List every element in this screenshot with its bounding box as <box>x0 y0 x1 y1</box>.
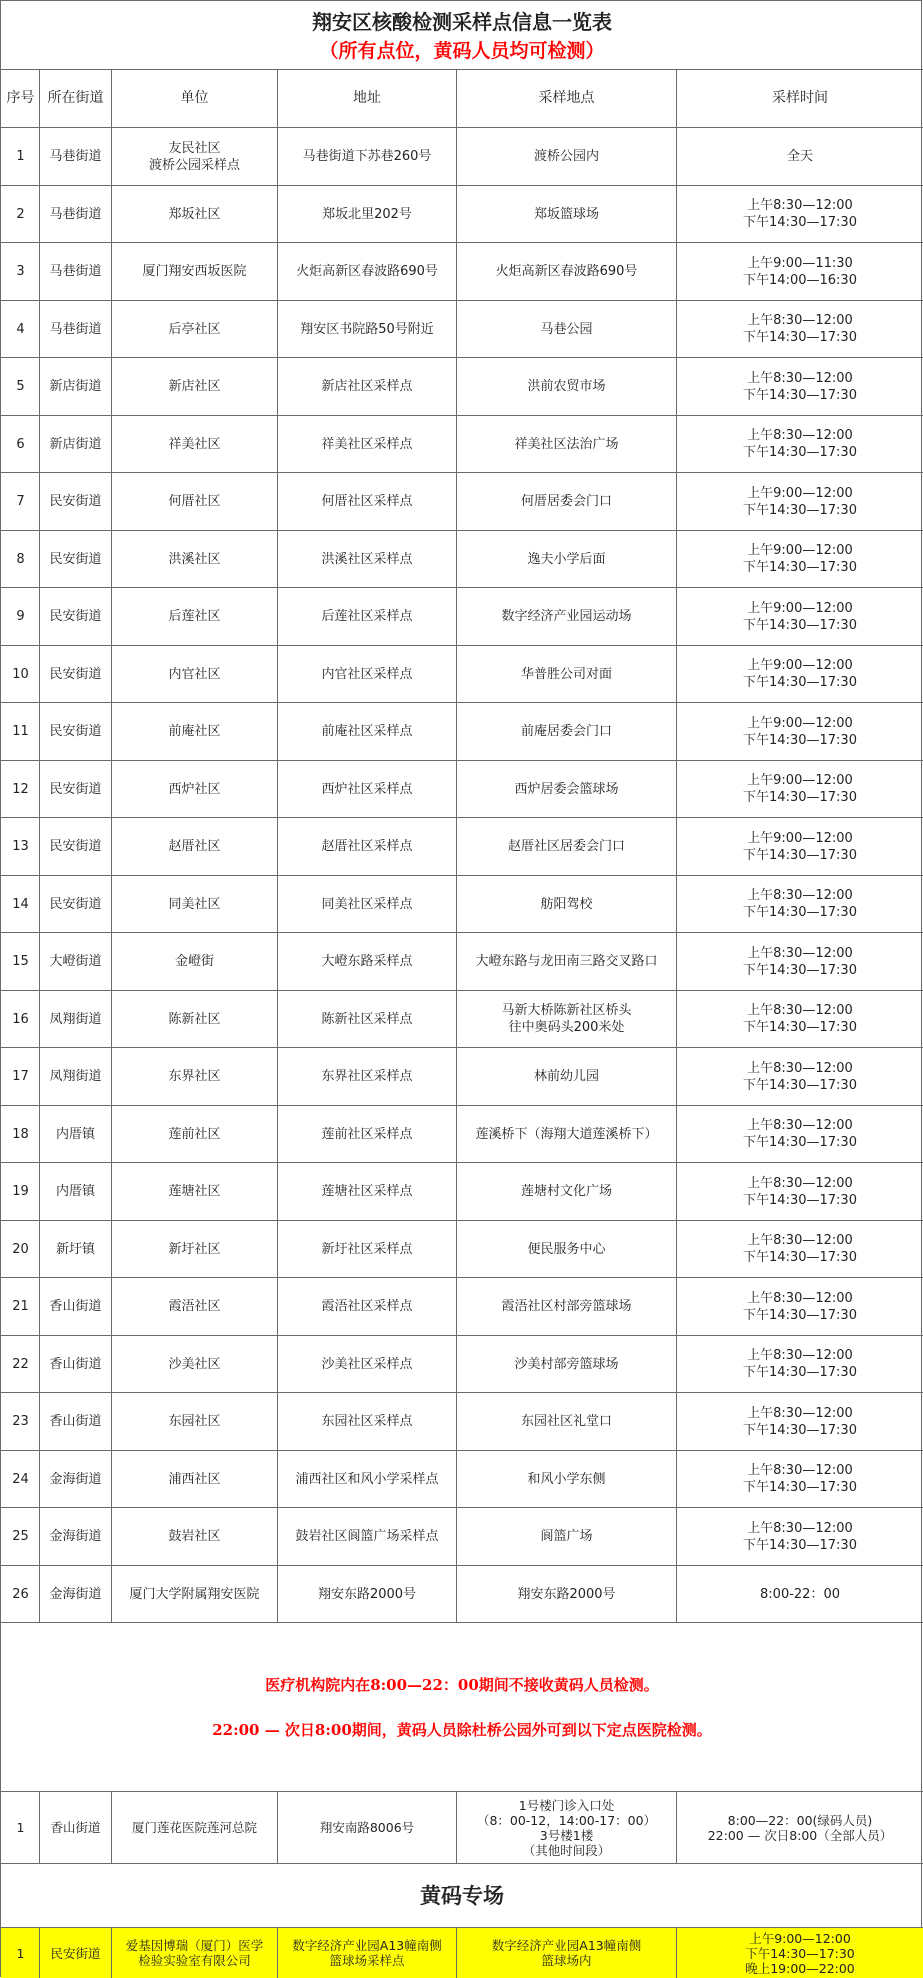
cell-site: 火炬高新区春波路690号 <box>495 264 638 279</box>
cell-street: 凤翔街道 <box>49 1011 102 1027</box>
cell-address: 霞浯社区采样点 <box>321 1299 413 1314</box>
cell-street: 民安街道 <box>49 839 102 854</box>
cell-hours: 上午8:30—12:00 下午14:30—17:30 <box>743 888 857 920</box>
cell-address: 陈新社区采样点 <box>321 1011 413 1027</box>
cell-address: 东界社区采样点 <box>321 1069 413 1084</box>
cell-index: 24 <box>12 1471 29 1487</box>
cell-address: 火炬高新区春波路690号 <box>296 264 438 279</box>
cell-index: 5 <box>16 379 25 394</box>
cell-address: 后莲社区采样点 <box>321 609 413 624</box>
cell-unit: 新店社区 <box>168 379 221 394</box>
cell-unit: 后亭社区 <box>168 321 221 337</box>
cell-address: 洪溪社区采样点 <box>321 551 413 567</box>
cell-hours: 上午8:30—12:00 下午14:30—17:30 <box>743 1003 857 1035</box>
cell-unit: 东界社区 <box>168 1069 221 1084</box>
cell-site: 大嶝东路与龙田南三路交叉路口 <box>475 954 658 969</box>
cell-index: 23 <box>12 1414 29 1429</box>
cell-street: 内厝镇 <box>55 1126 95 1142</box>
cell-site: 何厝居委会门口 <box>520 494 612 509</box>
cell-hours: 上午8:30—12:00 下午14:30—17:30 <box>743 1118 857 1150</box>
cell-site: 数字经济产业园运动场 <box>501 609 632 624</box>
special-cell-hours: 上午9:00—12:00 下午14:30—17:30 晚上19:00—22:00 <box>745 1930 855 1976</box>
cell-site: 阆篮广场 <box>540 1529 593 1544</box>
cell-unit: 洪溪社区 <box>168 551 221 567</box>
cell-index: 21 <box>12 1299 29 1314</box>
column-divider <box>676 1927 677 1978</box>
cell-index: 20 <box>12 1241 29 1257</box>
cell-index: 22 <box>12 1356 29 1372</box>
cell-site: 逸夫小学后面 <box>527 551 606 567</box>
cell-address: 同美社区采样点 <box>321 896 413 912</box>
cell-address: 内官社区采样点 <box>321 666 413 682</box>
cell-unit: 新圩社区 <box>168 1241 221 1257</box>
special-cell-site: 数字经济产业园A13幢南侧 篮球场内 <box>491 1938 642 1968</box>
hospital-cell-hours: 8:00—22：00(绿码人员) 22:00 — 次日8:00（全部人员） <box>707 1812 893 1843</box>
cell-hours: 上午9:00—12:00 下午14:30—17:30 <box>743 543 857 575</box>
cell-unit: 祥美社区 <box>168 436 221 452</box>
cell-hours: 上午8:30—12:00 下午14:30—17:30 <box>743 198 857 230</box>
cell-unit: 后莲社区 <box>168 609 221 624</box>
cell-address: 新圩社区采样点 <box>321 1241 413 1257</box>
cell-address: 郑坂北里202号 <box>322 206 412 222</box>
column-header-hours: 采样时间 <box>772 90 828 106</box>
cell-site: 莲塘村文化广场 <box>520 1184 612 1199</box>
cell-hours: 上午8:30—12:00 下午14:30—17:30 <box>743 1233 857 1265</box>
cell-address: 翔安东路2000号 <box>317 1586 417 1602</box>
cell-hours: 上午8:30—12:00 下午14:30—17:30 <box>743 945 857 978</box>
column-divider <box>676 69 677 1622</box>
cell-address: 翔安区书院路50号附近 <box>300 321 434 337</box>
cell-unit: 金嶝街 <box>174 954 214 969</box>
cell-unit: 霞浯社区 <box>168 1299 221 1314</box>
cell-hours: 上午8:30—12:00 下午14:30—17:30 <box>743 1060 857 1093</box>
cell-unit: 陈新社区 <box>168 1011 221 1027</box>
cell-address: 新店社区采样点 <box>321 379 413 394</box>
column-header-index: 序号 <box>6 90 35 106</box>
cell-unit: 浦西社区 <box>168 1471 221 1487</box>
cell-street: 凤翔街道 <box>49 1069 102 1084</box>
cell-street: 金海街道 <box>49 1529 102 1544</box>
cell-site: 洪前农贸市场 <box>527 379 606 394</box>
column-divider <box>456 1791 457 1863</box>
cell-address: 赵厝社区采样点 <box>321 839 413 854</box>
cell-unit: 厦门翔安西坂医院 <box>142 264 247 279</box>
cell-address: 何厝社区采样点 <box>321 494 413 509</box>
column-header-street: 所在街道 <box>47 90 104 106</box>
cell-site: 西炉居委会篮球场 <box>514 781 619 797</box>
cell-unit: 友民社区 渡桥公园采样点 <box>148 140 240 173</box>
cell-unit: 郑坂社区 <box>168 206 221 222</box>
cell-unit: 沙美社区 <box>168 1356 221 1372</box>
cell-unit: 何厝社区 <box>168 494 221 509</box>
cell-street: 内厝镇 <box>55 1184 95 1199</box>
cell-index: 9 <box>16 609 25 624</box>
hospital-cell-address: 翔安南路8006号 <box>319 1820 415 1835</box>
cell-site: 华普胜公司对面 <box>520 666 612 682</box>
cell-index: 13 <box>12 839 29 854</box>
cell-index: 1 <box>16 149 25 164</box>
column-header-unit: 单位 <box>180 90 209 106</box>
cell-hours: 上午9:00—11:30 下午14:00—16:30 <box>743 255 857 288</box>
column-divider <box>456 1927 457 1978</box>
cell-street: 民安街道 <box>49 896 102 912</box>
cell-street: 新店街道 <box>49 379 102 394</box>
cell-index: 11 <box>12 724 29 739</box>
cell-address: 马巷街道下苏巷260号 <box>302 149 432 164</box>
cell-address: 沙美社区采样点 <box>321 1356 413 1372</box>
cell-index: 14 <box>12 896 29 912</box>
cell-hours: 上午8:30—12:00 下午14:30—17:30 <box>743 1175 857 1208</box>
hospital-cell-street: 香山街道 <box>50 1820 101 1835</box>
cell-unit: 莲前社区 <box>168 1126 221 1142</box>
cell-street: 民安街道 <box>49 609 102 624</box>
cell-site: 和风小学东侧 <box>527 1471 606 1487</box>
cell-index: 3 <box>16 264 25 279</box>
cell-address: 前庵社区采样点 <box>321 724 413 739</box>
cell-address: 浦西社区和风小学采样点 <box>295 1471 439 1487</box>
cell-site: 舫阳驾校 <box>540 896 593 912</box>
cell-unit: 前庵社区 <box>168 724 221 739</box>
cell-unit: 东园社区 <box>168 1414 221 1429</box>
cell-hours: 上午8:30—12:00 下午14:30—17:30 <box>743 428 857 460</box>
cell-site: 赵厝社区居委会门口 <box>507 839 625 854</box>
cell-address: 大嶝东路采样点 <box>321 954 413 969</box>
cell-index: 19 <box>12 1184 29 1199</box>
column-divider <box>39 1927 40 1978</box>
cell-street: 民安街道 <box>49 724 102 739</box>
column-divider <box>277 69 278 1622</box>
yellow-code-section-title: 黄码专场 <box>420 1883 504 1908</box>
cell-index: 10 <box>12 666 29 682</box>
cell-street: 新圩镇 <box>55 1241 95 1257</box>
cell-index: 12 <box>12 781 29 797</box>
cell-unit: 西炉社区 <box>168 781 221 797</box>
cell-unit: 赵厝社区 <box>168 839 221 854</box>
cell-hours: 上午8:30—12:00 下午14:30—17:30 <box>743 1405 857 1438</box>
special-cell-unit: 爱基因博瑞（厦门）医学 检验实验室有限公司 <box>125 1938 264 1968</box>
cell-hours: 上午9:00—12:00 下午14:30—17:30 <box>743 773 857 805</box>
cell-street: 马巷街道 <box>49 321 102 337</box>
cell-index: 16 <box>12 1011 29 1027</box>
cell-hours: 上午9:00—12:00 下午14:30—17:30 <box>743 658 857 690</box>
column-divider <box>111 1927 112 1978</box>
row-border <box>1 1622 923 1623</box>
cell-address: 莲前社区采样点 <box>321 1126 413 1142</box>
cell-index: 6 <box>16 436 25 452</box>
cell-unit: 同美社区 <box>168 896 221 912</box>
column-divider <box>39 1791 40 1863</box>
cell-address: 莲塘社区采样点 <box>321 1184 413 1199</box>
cell-address: 东园社区采样点 <box>321 1414 413 1429</box>
cell-unit: 厦门大学附属翔安医院 <box>129 1586 260 1602</box>
hospital-cell-unit: 厦门莲花医院莲河总院 <box>131 1820 257 1835</box>
cell-address: 祥美社区采样点 <box>321 436 413 452</box>
cell-site: 便民服务中心 <box>527 1241 606 1257</box>
cell-street: 民安街道 <box>49 551 102 567</box>
cell-index: 26 <box>12 1586 29 1602</box>
column-header-site: 采样地点 <box>538 90 595 106</box>
cell-street: 民安街道 <box>49 666 102 682</box>
cell-hours: 8:00-22：00 <box>760 1586 840 1602</box>
cell-hours: 全天 <box>786 149 813 164</box>
hospital-row-bottom-border <box>1 1863 923 1864</box>
column-divider <box>277 1927 278 1978</box>
cell-street: 香山街道 <box>49 1356 102 1372</box>
cell-index: 4 <box>16 321 25 337</box>
cell-street: 新店街道 <box>49 436 102 452</box>
cell-unit: 莲塘社区 <box>168 1184 221 1199</box>
cell-address: 西炉社区采样点 <box>321 781 413 797</box>
cell-site: 东园社区礼堂口 <box>520 1414 612 1429</box>
cell-unit: 鼓岩社区 <box>168 1529 221 1544</box>
special-cell-index: 1 <box>16 1945 25 1961</box>
cell-street: 民安街道 <box>49 494 102 509</box>
notice-line-2: 22:00 — 次日8:00期间，黄码人员除杜桥公园外可到以下定点医院检测。 <box>212 1721 712 1739</box>
cell-hours: 上午8:30—12:00 下午14:30—17:30 <box>743 1463 857 1495</box>
cell-index: 8 <box>16 551 25 567</box>
cell-hours: 上午8:30—12:00 下午14:30—17:30 <box>743 1290 857 1323</box>
cell-street: 金海街道 <box>49 1471 102 1487</box>
cell-hours: 上午9:00—12:00 下午14:30—17:30 <box>743 715 857 748</box>
cell-hours: 上午8:30—12:00 下午14:30—17:30 <box>743 313 857 345</box>
cell-hours: 上午9:00—12:00 下午14:30—17:30 <box>743 830 857 863</box>
table-subtitle: （所有点位，黄码人员均可检测） <box>319 40 605 62</box>
table-title: 翔安区核酸检测采样点信息一览表 <box>312 10 612 34</box>
column-divider <box>111 1791 112 1863</box>
cell-street: 马巷街道 <box>49 149 102 164</box>
column-header-address: 地址 <box>353 90 381 106</box>
cell-hours: 上午8:30—12:00 下午14:30—17:30 <box>743 1520 857 1553</box>
cell-street: 香山街道 <box>49 1299 102 1314</box>
special-cell-address: 数字经济产业园A13幢南侧 篮球场采样点 <box>292 1938 442 1968</box>
cell-site: 祥美社区法治广场 <box>514 436 619 452</box>
cell-index: 17 <box>12 1069 29 1084</box>
cell-street: 金海街道 <box>49 1586 102 1602</box>
cell-hours: 上午8:30—12:00 下午14:30—17:30 <box>743 370 857 403</box>
column-divider <box>111 69 112 1622</box>
column-divider <box>277 1791 278 1863</box>
cell-site: 翔安东路2000号 <box>517 1586 616 1602</box>
column-divider <box>676 1791 677 1863</box>
cell-street: 马巷街道 <box>49 206 102 222</box>
cell-street: 马巷街道 <box>49 264 102 279</box>
cell-address: 鼓岩社区阆篮广场采样点 <box>295 1529 439 1544</box>
cell-site: 渡桥公园内 <box>533 149 599 164</box>
cell-site: 马巷公园 <box>540 321 593 337</box>
cell-index: 18 <box>12 1126 29 1142</box>
cell-site: 莲溪桥下（海翔大道莲溪桥下） <box>475 1126 658 1142</box>
cell-hours: 上午9:00—12:00 下午14:30—17:30 <box>743 600 857 633</box>
cell-site: 沙美村部旁篮球场 <box>514 1356 619 1372</box>
cell-street: 民安街道 <box>49 781 102 797</box>
cell-site: 马新大桥陈新社区桥头 往中奥码头200米处 <box>501 1003 632 1035</box>
cell-street: 香山街道 <box>49 1414 102 1429</box>
cell-site: 霞浯社区村部旁篮球场 <box>501 1299 632 1314</box>
hospital-cell-index: 1 <box>16 1820 25 1835</box>
cell-site: 林前幼儿园 <box>533 1069 599 1084</box>
cell-index: 25 <box>12 1529 29 1544</box>
cell-index: 7 <box>16 494 25 509</box>
hospital-cell-site: 1号楼门诊入口处 （8：00-12，14:00-17：00） 3号楼1楼 （其他时间段） <box>476 1797 657 1858</box>
special-cell-street: 民安街道 <box>50 1945 101 1961</box>
cell-street: 大嶝街道 <box>49 954 102 969</box>
cell-unit: 内官社区 <box>168 666 221 682</box>
cell-index: 2 <box>16 206 25 222</box>
cell-index: 15 <box>12 954 29 969</box>
notice-line-1: 医疗机构院内在8:00—22：00期间不接收黄码人员检测。 <box>265 1676 659 1694</box>
column-divider <box>456 69 457 1622</box>
cell-site: 前庵居委会门口 <box>520 724 612 739</box>
cell-site: 郑坂篮球场 <box>533 206 599 222</box>
cell-hours: 上午9:00—12:00 下午14:30—17:30 <box>743 485 857 518</box>
column-divider <box>39 69 40 1622</box>
cell-hours: 上午8:30—12:00 下午14:30—17:30 <box>743 1348 857 1380</box>
